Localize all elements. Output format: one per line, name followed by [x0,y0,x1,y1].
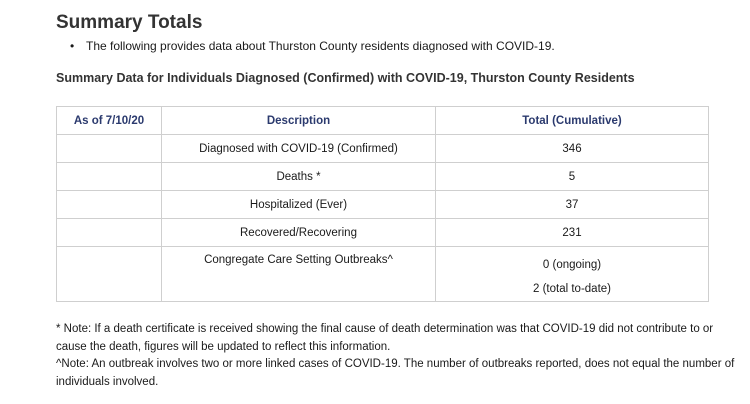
empty-cell [57,163,162,191]
footnotes [56,321,736,391]
row-description: Recovered/Recovering [162,219,436,247]
empty-cell [57,247,162,302]
table-row [57,163,709,191]
description-header: Description [162,107,436,135]
row-description: Diagnosed with COVID-19 (Confirmed) [162,135,436,163]
row-description: Deaths * [162,163,436,191]
as-of-header: As of 7/10/20 [57,107,162,135]
intro-bullet: • The following provides data about Thurston County residents diagnosed with COVID-19. [70,39,555,53]
row-total: 5 [436,163,709,191]
empty-cell [57,191,162,219]
row-total: 231 [436,219,709,247]
table-title: Summary Data for Individuals Diagnosed (Confirmed) with COVID-19, Thurston County Residents [56,71,635,85]
table-row [57,135,709,163]
row-total: 346 [436,135,709,163]
table-row [57,191,709,219]
total-header: Total (Cumulative) [436,107,709,135]
intro-list [70,39,555,53]
row-description: Congregate Care Setting Outbreaks^ [162,247,436,302]
row-total [436,247,709,302]
death-footnote: * Note: If a death certificate is received showing the final cause of death determination was that COVID-19 did not contribute to or cause the death, figures will be updated to reflect this information. [56,323,714,353]
total-line-ongoing: 0 (ongoing) [542,259,602,271]
page-title: Summary Totals [56,12,203,33]
row-description: Hospitalized (Ever) [162,191,436,219]
table-row [57,219,709,247]
total-line-to-date: 2 (total to-date) [533,283,611,295]
empty-cell [57,135,162,163]
empty-cell [57,219,162,247]
row-total: 37 [436,191,709,219]
summary-table [56,106,709,302]
table-row [57,247,709,302]
table-header-row [57,107,709,135]
outbreak-footnote: ^Note: An outbreak involves two or more linked cases of COVID-19. The number of outbreaks reported, does not equal the number of individuals involved. [56,358,735,388]
